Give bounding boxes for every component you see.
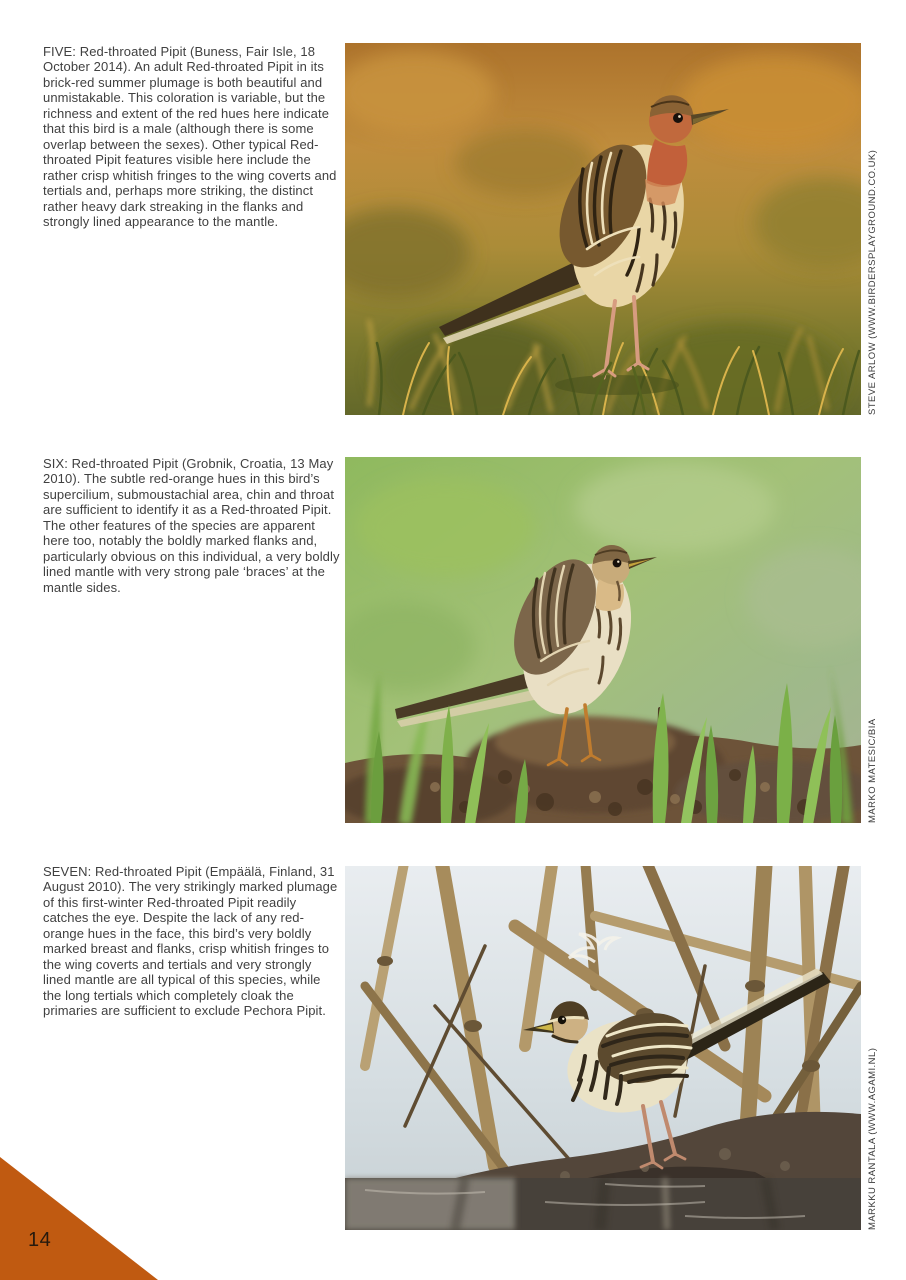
photo-six-image	[345, 457, 861, 823]
photo-seven	[345, 866, 861, 1230]
photo-seven-image	[345, 866, 861, 1230]
caption-seven: SEVEN: Red-throated Pipit (Empäälä, Finland, 31 August 2010). The very strikingly marked plumage of this first-winter Red-throated Pipit readily catches the eye. Despite the lack of any red-orange hues in the face, this bird’s very boldly marked breast and flanks, crisp whitish fringes to the wing coverts and tertials and very strongly lined mantle are all typical of this species, while the long tertials which completely cloak the primaries are sufficient to exclude Pechora Pipit.	[43, 864, 338, 1019]
caption-five: FIVE: Red-throated Pipit (Buness, Fair Isle, 18 October 2014). An adult Red-throated Pipit in its brick-red summer plumage is both beautiful and unmistakable. This coloration is variable, but the richness and extent of the red hues here indicate that this bird is a male (although there is some overlap between the sexes). Other typical Red-throated Pipit features visible here include the rather crisp whitish fringes to the wing coverts and tertials and, perhaps more striking, the distinct rather heavy dark streaking in the flanks and strongly lined appearance to the mantle.	[43, 44, 337, 229]
photo-five	[345, 43, 861, 415]
photo-five-image	[345, 43, 861, 415]
corner-accent-triangle	[0, 1157, 158, 1280]
photo-credit-seven: MARKKU RANTALA (WWW.AGAMI.NL)	[867, 1047, 878, 1230]
photo-credit-six: MARKO MATESIC/BIA	[867, 718, 878, 823]
photo-credit-five: STEVE ARLOW (WWW.BIRDERSPLAYGROUND.CO.UK)	[867, 149, 878, 415]
page-number: 14	[28, 1229, 52, 1251]
photo-six	[345, 457, 861, 823]
caption-six: SIX: Red-throated Pipit (Grobnik, Croatia, 13 May 2010). The subtle red-orange hues in this bird’s supercilium, submoustachial area, chin and throat are sufficient to identify it as a Red-throated Pipit. The other features of the species are apparent here too, notably the boldly marked flanks and, particularly obvious on this individual, a very boldly lined mantle with very strong pale ‘braces’ at the mantle sides.	[43, 456, 340, 595]
